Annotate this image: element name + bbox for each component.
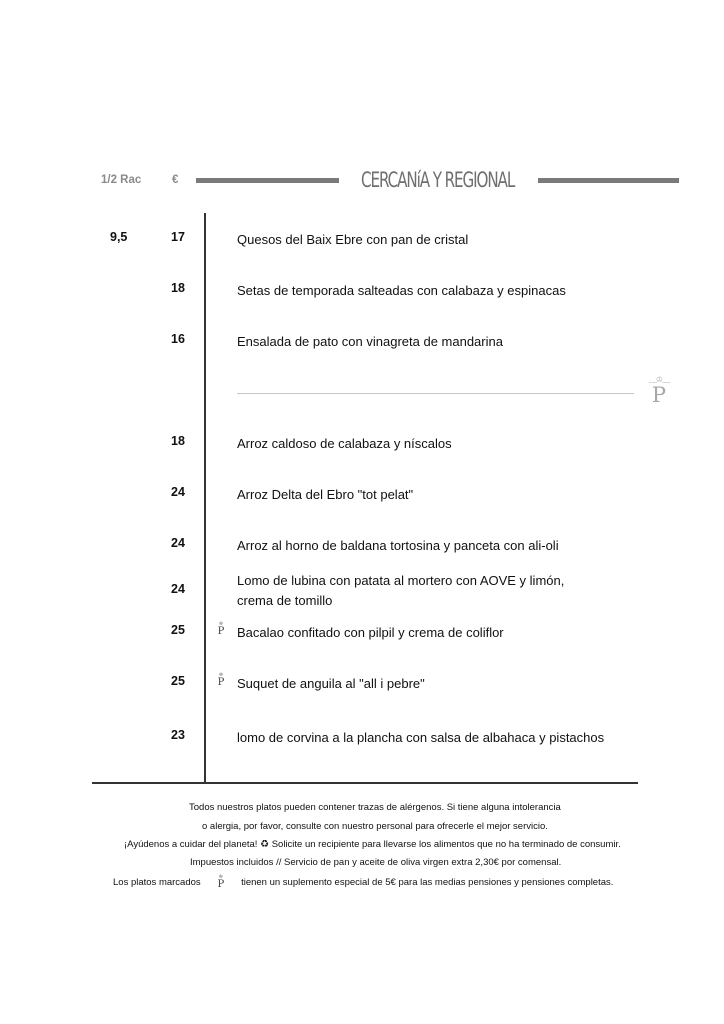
allergen-note: Todos nuestros platos pueden contener trazas de alérgenos. Si tiene alguna intolerancia — [189, 802, 561, 813]
dish-price: 24 — [171, 536, 185, 550]
half-portion-price: 9,5 — [110, 230, 128, 244]
dish-name: Arroz al horno de baldana tortosina y panceta con ali-oli — [237, 538, 559, 553]
dish-name: Setas de temporada salteadas con calabaza y espinacas — [237, 283, 566, 298]
menu-row — [0, 536, 724, 556]
recycle-icon: ♻ — [260, 839, 270, 850]
menu-row — [0, 571, 724, 611]
dish-name: lomo de corvina a la plancha con salsa de albahaca y pistachos — [237, 730, 605, 745]
planet-note: ¡Ayúdenos a cuidar del planeta! ♻ Solicite un recipiente para llevarse los alimentos que no ha terminado de consumir. — [124, 839, 621, 850]
dish-price: 23 — [171, 728, 185, 742]
dish-name: Quesos del Baix Ebre con pan de cristal — [237, 232, 469, 247]
allergen-note-2: o alergia, por favor, consulte con nuestro personal para ofrecerle el mejor servicio. — [202, 821, 548, 832]
header-bar-right — [538, 178, 679, 183]
dish-name: Suquet de anguila al "all i pebre" — [237, 676, 425, 691]
dish-price: 18 — [171, 281, 185, 295]
menu-row — [0, 281, 724, 301]
dish-name: Arroz Delta del Ebro "tot pelat" — [237, 487, 414, 502]
bottom-rule — [92, 782, 638, 784]
dish-price: 18 — [171, 434, 185, 448]
half-portion-column-header: 1/2 Rac — [101, 174, 142, 186]
dish-name: Bacalao confitado con pilpil y crema de coliflor — [237, 625, 504, 640]
menu-row — [0, 674, 724, 694]
dish-name: Ensalada de pato con vinagreta de mandarina — [237, 334, 503, 349]
dish-name: Arroz caldoso de calabaza y níscalos — [237, 436, 452, 451]
menu-row — [0, 485, 724, 505]
dish-price: 24 — [171, 485, 185, 499]
supplement-marker-icon: ♔ P — [217, 874, 225, 890]
logo-letter: P — [651, 383, 667, 407]
menu-row — [0, 230, 724, 250]
section-title: CERCANíA Y REGIONAL — [361, 168, 515, 192]
crown-icon: ﹏♔﹏ — [648, 375, 670, 384]
menu-row — [0, 623, 724, 643]
dish-price: 25 — [171, 674, 185, 688]
parador-logo-icon — [646, 376, 672, 410]
dish-price: 24 — [171, 582, 185, 596]
menu-row — [0, 728, 724, 748]
section-separator — [237, 393, 634, 394]
menu-row — [0, 434, 724, 454]
price-column-header: € — [172, 174, 179, 186]
supplement-marker-icon: ♔ P — [217, 621, 225, 637]
supplement-note: Los platos marcados ♔ P tienen un suplemento especial de 5€ para las medias pensiones y pensiones completas. — [113, 874, 614, 890]
dish-name: Lomo de lubina con patata al mortero con AOVE y limón, — [237, 573, 565, 588]
dish-price: 16 — [171, 332, 185, 346]
header-bar-left — [196, 178, 339, 183]
supplement-marker-icon: ♔ P — [217, 672, 225, 688]
dish-price: 25 — [171, 623, 185, 637]
tax-note: Impuestos incluidos // Servicio de pan y aceite de oliva virgen extra 2,30€ por comensal. — [190, 857, 562, 868]
dish-price: 17 — [171, 230, 185, 244]
dish-name-line2: crema de tomillo — [237, 593, 333, 608]
menu-row — [0, 332, 724, 352]
